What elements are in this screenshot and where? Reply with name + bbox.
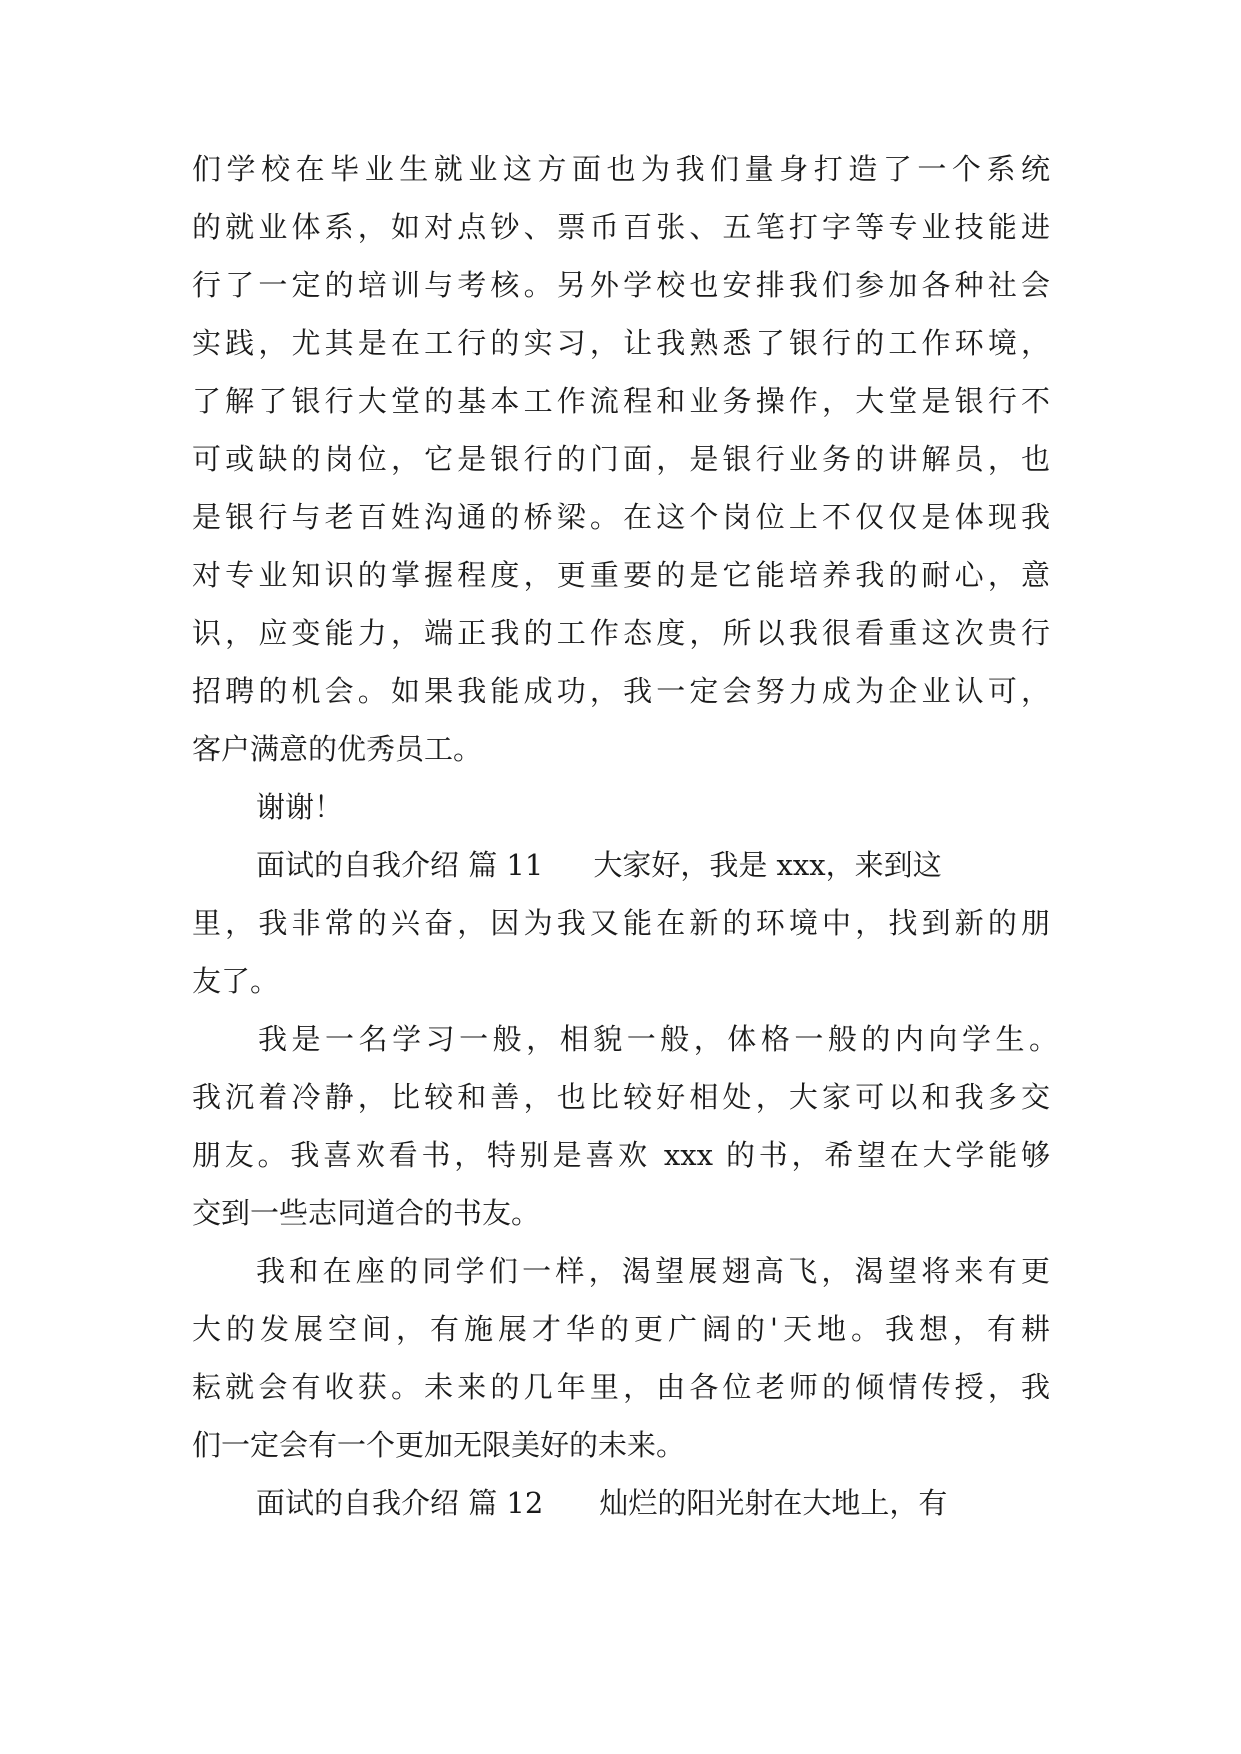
section-11-heading-line (256, 841, 1050, 889)
text-line: 们学校在毕业生就业这方面也为我们量身打造了一个系统 (192, 152, 1050, 186)
text-line: 了解了银行大堂的基本工作流程和业务操作，大堂是银行不 (192, 384, 1050, 418)
text-line: 行了一定的培训与考核。另外学校也安排我们参加各种社会 (192, 268, 1050, 302)
section-opening: 大家好，我是 xxx，来到这 (593, 848, 942, 882)
text-line: 实践，尤其是在工行的实习，让我熟悉了银行的工作环境， (192, 326, 1050, 360)
section-opening: 灿烂的阳光射在大地上，有 (599, 1486, 948, 1520)
section-12-heading-line (256, 1479, 1050, 1527)
text-line: 们一定会有一个更加无限美好的未来。 (192, 1428, 686, 1462)
text-line: 识，应变能力，端正我的工作态度，所以我很看重这次贵行 (192, 616, 1050, 650)
thanks-line: 谢谢！ (256, 790, 344, 824)
text-line: 耘就会有收获。未来的几年里，由各位老师的倾情传授，我 (192, 1370, 1050, 1404)
text-line: 我是一名学习一般，相貌一般，体格一般的内向学生。 (258, 1022, 1058, 1056)
text-line: 里，我非常的兴奋，因为我又能在新的环境中，找到新的朋 (192, 906, 1050, 940)
text-line: 我和在座的同学们一样，渴望展翅高飞，渴望将来有更 (256, 1254, 1050, 1288)
section-heading: 面试的自我介绍 篇 11 (256, 848, 544, 882)
section-heading: 面试的自我介绍 篇 12 (256, 1486, 544, 1520)
text-line: 招聘的机会。如果我能成功，我一定会努力成为企业认可， (192, 674, 1050, 708)
text-line: 朋友。我喜欢看书，特别是喜欢 xxx 的书，希望在大学能够 (192, 1138, 1050, 1172)
text-line: 友了。 (192, 964, 280, 998)
text-line: 大的发展空间，有施展才华的更广阔的'天地。我想，有耕 (192, 1312, 1050, 1346)
text-line: 我沉着冷静，比较和善，也比较好相处，大家可以和我多交 (192, 1080, 1050, 1114)
text-line: 可或缺的岗位，它是银行的门面，是银行业务的讲解员，也 (192, 442, 1050, 476)
text-line: 客户满意的优秀员工。 (192, 732, 483, 766)
text-line: 是银行与老百姓沟通的桥梁。在这个岗位上不仅仅是体现我 (192, 500, 1050, 534)
text-line: 的就业体系，如对点钞、票币百张、五笔打字等专业技能进 (192, 210, 1050, 244)
text-line: 交到一些志同道合的书友。 (192, 1196, 541, 1230)
text-line: 对专业知识的掌握程度，更重要的是它能培养我的耐心，意 (192, 558, 1050, 592)
